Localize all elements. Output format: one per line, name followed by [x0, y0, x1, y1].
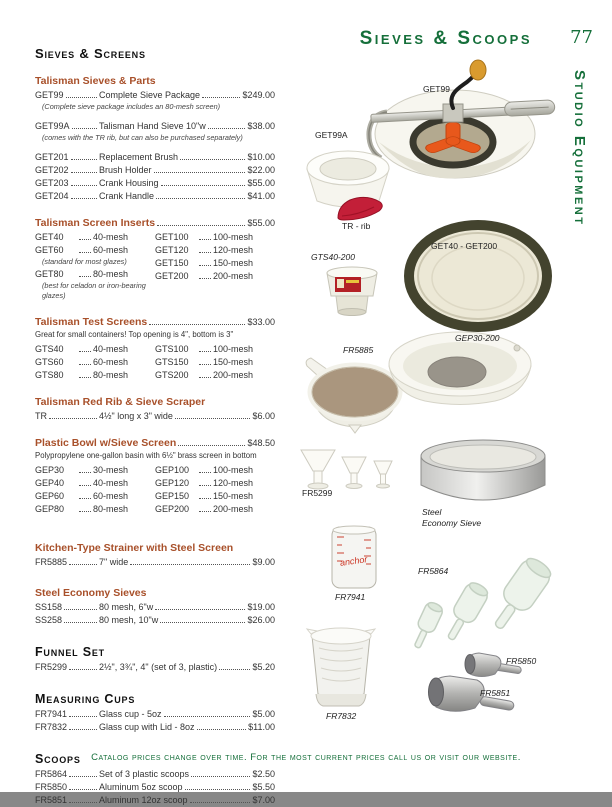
mesh-size: 100-mesh	[213, 465, 254, 475]
dot-leader	[185, 789, 251, 790]
mesh-size: 40-mesh	[93, 232, 129, 242]
mesh-size: 60-mesh	[93, 491, 129, 501]
mesh-col-right	[155, 343, 275, 382]
dot-leader	[178, 445, 245, 446]
subsection-price: $55.00	[247, 218, 275, 228]
item-price: $7.00	[252, 795, 275, 805]
fr5864-label: FR5864	[418, 566, 449, 576]
mesh-row	[155, 369, 275, 382]
section-heading-scoops: Scoops	[35, 752, 81, 766]
mesh-row	[35, 268, 155, 281]
mesh-row	[35, 369, 155, 382]
page-number: 77	[570, 27, 593, 48]
mesh-col-right	[155, 464, 275, 516]
mesh-size: 100-mesh	[213, 344, 254, 354]
mesh-row	[35, 464, 155, 477]
mesh-row	[35, 231, 155, 244]
item-code	[35, 164, 99, 177]
mesh-row	[35, 503, 155, 516]
gep-bowl-label: GEP30-200	[455, 333, 500, 343]
dot-leader	[69, 716, 97, 717]
item-code-text: FR5850	[35, 782, 68, 792]
item-code	[35, 556, 99, 569]
page-title: Sieves & Scoops	[359, 28, 532, 49]
catalog-row	[35, 556, 275, 569]
item-code-text: GEP200	[155, 504, 190, 514]
catalog-row	[35, 614, 275, 627]
mesh-options	[35, 231, 275, 302]
dot-leader	[69, 776, 97, 777]
item-desc: Aluminum 5oz scoop	[99, 782, 183, 792]
mesh-row	[155, 257, 275, 270]
dot-leader	[190, 802, 251, 803]
item-code	[35, 768, 99, 781]
item-desc: Complete Sieve Package	[99, 90, 201, 100]
dot-leader	[71, 185, 97, 186]
mesh-size: 30-mesh	[93, 465, 129, 475]
dot-leader	[69, 669, 97, 670]
mesh-row	[155, 490, 275, 503]
item-desc: Crank Handle	[99, 191, 155, 201]
catalog-row	[35, 190, 275, 203]
item-desc: 2½", 3¾", 4" (set of 3, plastic)	[99, 662, 218, 672]
subsection-title: Steel Economy Sieves	[35, 587, 147, 599]
mesh-size: 200-mesh	[213, 504, 254, 514]
item-price: $6.00	[252, 411, 275, 421]
mesh-size: 200-mesh	[213, 370, 254, 380]
item-code-text: GEP60	[35, 491, 65, 501]
dot-leader	[199, 472, 211, 473]
subsection-subtitle: Great for small containers! Top opening is 4", bottom is 3"	[35, 330, 234, 339]
item-price: $10.00	[247, 152, 275, 162]
item-desc: Glass cup - 5oz	[99, 709, 162, 719]
subsection-title-row	[35, 316, 275, 328]
fr5299-label: FR5299	[302, 488, 333, 498]
dot-leader	[79, 351, 91, 352]
item-price: $5.00	[252, 709, 275, 719]
dot-leader	[199, 278, 211, 279]
dot-leader	[199, 511, 211, 512]
item-code-text: GET120	[155, 245, 189, 255]
fr5885-label: FR5885	[343, 345, 374, 355]
subsection-title-row	[35, 217, 275, 229]
item-code-text: FR5299	[35, 662, 68, 672]
item-price: $5.20	[252, 662, 275, 672]
catalog-row	[35, 410, 275, 423]
dot-leader	[71, 172, 97, 173]
fr7941-glass-cup-image	[323, 522, 385, 597]
subsection-title-row	[35, 437, 275, 449]
gts-test-screen-image	[322, 264, 382, 324]
mesh-size: 200-mesh	[213, 271, 254, 281]
dot-leader	[79, 498, 91, 499]
item-desc: Crank Housing	[99, 178, 159, 188]
item-note: (comes with the TR rib, but can also be purchased separately)	[42, 133, 243, 142]
item-code-text: GTS200	[155, 370, 189, 380]
item-code-text: GET204	[35, 191, 69, 201]
item-code-text: SS158	[35, 602, 63, 612]
item-price: $26.00	[247, 615, 275, 625]
dot-leader	[202, 97, 240, 98]
fr7941-label: FR7941	[335, 592, 366, 602]
dot-leader	[156, 198, 245, 199]
dot-leader	[64, 609, 97, 610]
fr5851-label: FR5851	[480, 688, 511, 698]
catalog-row	[35, 768, 275, 781]
dot-leader	[199, 377, 211, 378]
mesh-size: 120-mesh	[213, 245, 254, 255]
dot-leader	[79, 239, 91, 240]
subsection-title: Talisman Test Screens	[35, 316, 148, 328]
item-code	[35, 708, 99, 721]
catalog-row	[35, 781, 275, 794]
dot-leader	[79, 364, 91, 365]
catalog-row	[35, 721, 275, 734]
item-code-text: GEP30	[35, 465, 65, 475]
dot-leader	[79, 377, 91, 378]
item-price: $55.00	[247, 178, 275, 188]
mesh-col-right	[155, 231, 275, 302]
item-code-text: GTS60	[35, 357, 64, 367]
subsection-title: Talisman Screen Inserts	[35, 217, 156, 229]
mesh-col-left	[35, 343, 155, 382]
item-price: $41.00	[247, 191, 275, 201]
subsection-title: Talisman Red Rib & Sieve Scraper	[35, 396, 206, 408]
dot-leader	[157, 225, 245, 226]
dot-leader	[49, 418, 97, 419]
item-code	[35, 721, 99, 734]
dot-leader	[199, 485, 211, 486]
item-code-text: GET40	[35, 232, 64, 242]
item-code	[35, 120, 99, 133]
item-desc: Set of 3 plastic scoops	[99, 769, 190, 779]
mesh-row	[35, 343, 155, 356]
dot-leader	[154, 172, 246, 173]
catalog-row	[35, 89, 275, 102]
item-desc: 4½" long x 3" wide	[99, 411, 173, 421]
mesh-size: 60-mesh	[93, 357, 129, 367]
catalog-row	[35, 177, 275, 190]
mesh-row	[155, 503, 275, 516]
product-listings	[35, 46, 275, 807]
mesh-row	[35, 244, 155, 257]
item-code-text: FR5851	[35, 795, 68, 805]
item-price: $249.00	[242, 90, 275, 100]
item-code-text: FR7832	[35, 722, 68, 732]
dot-leader	[219, 669, 250, 670]
item-code-text: GET200	[155, 271, 189, 281]
dot-leader	[66, 97, 97, 98]
mesh-size: 100-mesh	[213, 232, 254, 242]
dot-leader	[160, 622, 245, 623]
tr-rib-label: TR - rib	[342, 221, 371, 231]
item-price: $22.00	[247, 165, 275, 175]
item-code-text: GTS80	[35, 370, 64, 380]
item-note: (Complete sieve package includes an 80-mesh screen)	[42, 102, 221, 111]
item-code-text: FR7941	[35, 709, 68, 719]
subsection-title: Talisman Sieves & Parts	[35, 75, 156, 87]
dot-leader	[71, 198, 97, 199]
item-code-text: FR5885	[35, 557, 68, 567]
item-price: $9.00	[252, 557, 275, 567]
subsection-price: $33.00	[247, 317, 275, 327]
item-code	[35, 410, 99, 423]
dot-leader	[71, 159, 97, 160]
catalog-row	[35, 794, 275, 807]
dot-leader	[149, 324, 245, 325]
mesh-row	[155, 231, 275, 244]
dot-leader	[161, 185, 246, 186]
steel-sieve-label	[422, 507, 481, 528]
footer-notice: Catalog prices change over time. For the most current prices call us or visit our website.	[91, 752, 521, 763]
item-desc: Glass cup with Lid - 8oz	[99, 722, 195, 732]
dot-leader	[69, 564, 97, 565]
dot-leader	[199, 498, 211, 499]
fr7832-cup-lid-image	[307, 624, 375, 719]
steel-sieve-label-line2: Economy Sieve	[422, 517, 482, 528]
dot-leader	[199, 265, 211, 266]
item-code-text: GET150	[155, 258, 189, 268]
item-note: (standard for most glazes)	[42, 257, 127, 266]
item-code-text: GEP40	[35, 478, 65, 488]
mesh-options	[35, 464, 275, 516]
dot-leader	[130, 564, 250, 565]
dot-leader	[79, 511, 91, 512]
mesh-row	[35, 490, 155, 503]
section-heading-measuring-cups: Measuring Cups	[35, 692, 136, 706]
dot-leader	[197, 729, 247, 730]
item-code	[35, 794, 99, 807]
dot-leader	[155, 609, 245, 610]
item-code-text: GEP100	[155, 465, 190, 475]
dot-leader	[79, 485, 91, 486]
mesh-row	[155, 244, 275, 257]
gts-label: GTS40-200	[311, 252, 355, 262]
mesh-row	[155, 356, 275, 369]
get-screen-insert-label: GET40 - GET200	[431, 241, 498, 251]
item-code-text: GTS150	[155, 357, 189, 367]
item-desc: 80 mesh, 10"w	[99, 615, 159, 625]
item-code-text: TR	[35, 411, 47, 421]
item-desc: Talisman Hand Sieve 10"w	[99, 121, 206, 131]
dot-leader	[79, 252, 91, 253]
item-code	[35, 151, 99, 164]
get99a-label: GET99A	[315, 130, 348, 140]
item-code	[35, 601, 99, 614]
mesh-row	[155, 270, 275, 283]
item-code-text: GEP80	[35, 504, 65, 514]
catalog-row	[35, 601, 275, 614]
mesh-row	[35, 477, 155, 490]
mesh-size: 120-mesh	[213, 478, 254, 488]
dot-leader	[199, 239, 211, 240]
item-code-text: GET203	[35, 178, 69, 188]
subsection-title: Kitchen-Type Strainer with Steel Screen	[35, 542, 234, 554]
item-desc: 80 mesh, 6"w	[99, 602, 154, 612]
catalog-row	[35, 151, 275, 164]
item-code-text: GTS100	[155, 344, 189, 354]
item-price: $19.00	[247, 602, 275, 612]
dot-leader	[69, 729, 97, 730]
item-code-text: GET100	[155, 232, 189, 242]
mesh-size: 80-mesh	[93, 370, 129, 380]
dot-leader	[191, 776, 250, 777]
item-price: $5.50	[252, 782, 275, 792]
item-code	[35, 190, 99, 203]
dot-leader	[199, 252, 211, 253]
item-price: $38.00	[247, 121, 275, 131]
steel-sieve-label-line1: Steel	[422, 507, 442, 517]
mesh-size: 80-mesh	[93, 504, 129, 514]
item-note: (best for celadon or iron-bearing glazes)	[42, 281, 146, 300]
item-desc: 7" wide	[99, 557, 129, 567]
mesh-row	[155, 343, 275, 356]
item-code	[35, 177, 99, 190]
mesh-row	[155, 477, 275, 490]
item-code-text: GET80	[35, 269, 64, 279]
catalog-row	[35, 120, 275, 133]
fr7832-label: FR7832	[326, 711, 357, 721]
dot-leader	[79, 472, 91, 473]
anchor-brand-text: anchor	[339, 554, 368, 568]
mesh-size: 40-mesh	[93, 478, 129, 488]
fr5850-label: FR5850	[506, 656, 537, 666]
item-desc: Replacement Brush	[99, 152, 179, 162]
item-code-text: FR5864	[35, 769, 68, 779]
dot-leader	[69, 789, 97, 790]
steel-economy-sieve-image	[418, 435, 548, 518]
item-code-text: GEP150	[155, 491, 190, 501]
mesh-size: 150-mesh	[213, 357, 254, 367]
mesh-row	[155, 464, 275, 477]
item-code	[35, 661, 99, 674]
subsection-price: $48.50	[247, 438, 275, 448]
section-heading-funnel-set: Funnel Set	[35, 645, 105, 659]
dot-leader	[175, 418, 251, 419]
item-code-text: GEP120	[155, 478, 190, 488]
item-code	[35, 89, 99, 102]
item-code-text: GET99	[35, 90, 64, 100]
dot-leader	[199, 364, 211, 365]
catalog-row	[35, 661, 275, 674]
item-code	[35, 614, 99, 627]
get-screen-insert-image	[405, 220, 555, 337]
subsection-subtitle: Polypropylene one-gallon basin with 6½" brass screen in bottom	[35, 451, 257, 460]
item-code-text: GET60	[35, 245, 64, 255]
item-code	[35, 781, 99, 794]
mesh-size: 150-mesh	[213, 491, 254, 501]
subsection-title: Plastic Bowl w/Sieve Screen	[35, 437, 177, 449]
item-code-text: SS258	[35, 615, 63, 625]
catalog-row	[35, 164, 275, 177]
dot-leader	[164, 716, 251, 717]
dot-leader	[79, 276, 91, 277]
sidebar-vertical-text: Studio Equipment	[571, 70, 588, 227]
get99-label: GET99	[423, 84, 450, 94]
mesh-size: 80-mesh	[93, 269, 129, 279]
dot-leader	[180, 159, 245, 160]
dot-leader	[72, 128, 97, 129]
item-code-text: GET99A	[35, 121, 70, 131]
mesh-col-left	[35, 464, 155, 516]
item-code-text: GET202	[35, 165, 69, 175]
mesh-size: 40-mesh	[93, 344, 129, 354]
catalog-row	[35, 708, 275, 721]
mesh-row	[35, 356, 155, 369]
mesh-size: 150-mesh	[213, 258, 254, 268]
item-price: $2.50	[252, 769, 275, 779]
mesh-options	[35, 343, 275, 382]
dot-leader	[69, 802, 97, 803]
item-desc: Brush Holder	[99, 165, 152, 175]
item-desc: Aluminum 12oz scoop	[99, 795, 188, 805]
dot-leader	[208, 128, 246, 129]
section-heading-sieves-screens: Sieves & Screens	[35, 46, 146, 61]
mesh-size: 60-mesh	[93, 245, 129, 255]
item-price: $11.00	[248, 722, 275, 732]
dot-leader	[64, 622, 97, 623]
mesh-col-left	[35, 231, 155, 302]
item-code-text: GET201	[35, 152, 69, 162]
dot-leader	[199, 351, 211, 352]
item-code-text: GTS40	[35, 344, 64, 354]
